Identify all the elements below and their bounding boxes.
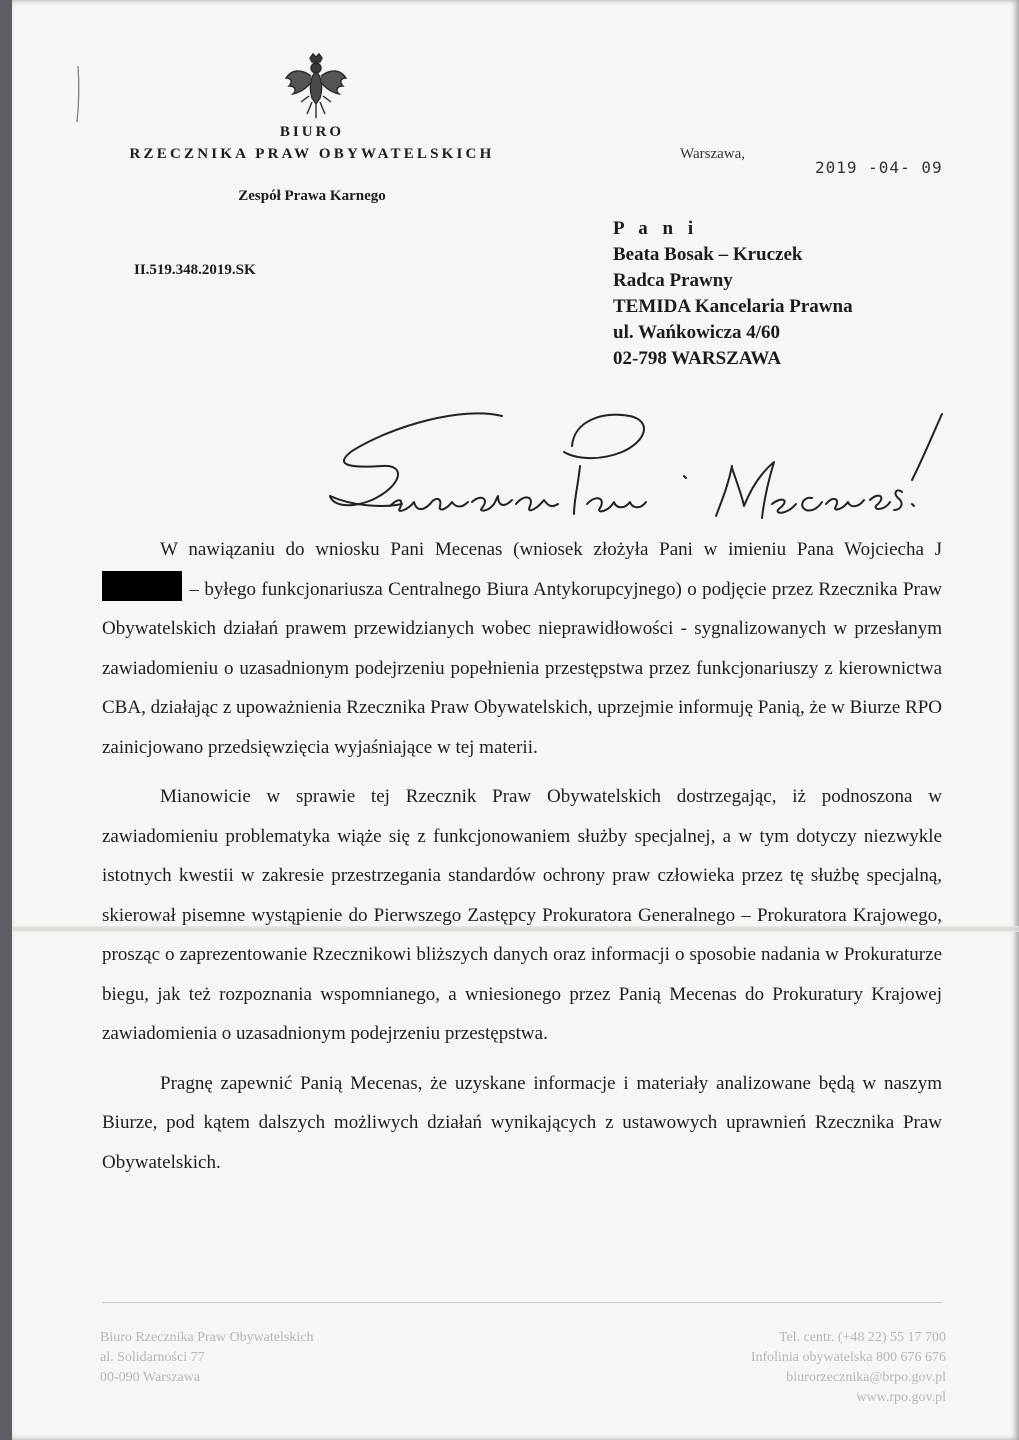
footer-phone: Tel. centr. (+48 22) 55 17 700 <box>778 1330 946 1345</box>
team-name: Zespół Prawa Karnego <box>238 188 386 204</box>
footer-website: www.rpo.gov.pl <box>856 1390 946 1405</box>
paragraph-1 <box>102 530 942 767</box>
footer-contact <box>612 1328 946 1408</box>
recipient-address <box>613 216 853 372</box>
polish-eagle-icon <box>283 52 349 122</box>
footer-hotline: Infolinia obywatelska 800 676 676 <box>750 1350 946 1365</box>
recipient-line: Radca Prawny <box>613 270 733 291</box>
redaction-bar <box>102 571 182 601</box>
footer-line: Biuro Rzecznika Praw Obywatelskich <box>100 1330 314 1345</box>
recipient-line: 02-798 WARSZAWA <box>613 348 782 369</box>
paper-fold-crease <box>12 926 1019 932</box>
paragraph-2: Mianowicie w sprawie tej Rzecznik Praw Obywatelskich dostrzegając, iż podnoszona w zawiadomieniu problematyka wiąże się z funkcjonowaniem służby specjalnej, a w tym dotyczy niezwykle istotnych kwestii w zakresie przestrzegania standardów ochrony praw człowieka przez tę służbę specjalną, skierował pisemne wystąpienie do Pierwszego Zastępcy Prokuratora Generalnego – Prokuratora Krajowego, prosząc o zaprezentowanie Rzecznikowi bliższych danych oraz informacji o sposobie nadania w Prokuraturze biegu, jak też rozpoznania wspomnianego, a wniesionego przez Panią Mecenas do Prokuratury Krajowej zawiadomienia o uzasadnionym podejrzeniu przestępstwa. <box>102 786 942 1044</box>
paragraph-1-end: – byłego funkcjonariusza Centralnego Biura Antykorupcyjnego) o podjęcie przez Rzecznika Praw Obywatelskich działań prawem przewidzianych wobec nieprawidłowości - sygnalizowanych w przesłanym zawiadomieniu o uzasadnionym podejrzeniu popełnienia przestępstwa przez funkcjonariuszy z kierownictwa CBA, działając z upoważnienia Rzecznika Praw Obywatelskich, uprzejmie informuję Panią, że w Biurze RPO zainicjowano przedsięwzięcia wyjaśniające w tej materii. <box>102 578 942 758</box>
reference-number: II.519.348.2019.SK <box>134 262 256 278</box>
letter-body <box>102 530 942 1192</box>
footer-email: biurorzecznika@brpo.gov.pl <box>786 1370 946 1385</box>
footer-address <box>100 1328 313 1388</box>
recipient-line: P a n i <box>613 218 699 239</box>
recipient-line: TEMIDA Kancelaria Prawna <box>613 296 853 317</box>
margin-pencil-mark <box>74 64 82 124</box>
office-title-line2: RZECZNIKA PRAW OBYWATELSKICH <box>129 146 495 162</box>
recipient-line: ul. Wańkowicza 4/60 <box>613 322 780 343</box>
recipient-line: Beata Bosak – Kruczek <box>613 244 803 265</box>
handwritten-salutation <box>312 396 952 526</box>
date-stamp: 2019 -04- 09 <box>815 158 943 177</box>
paragraph-3: Pragnę zapewnić Panią Mecenas, że uzyskane informacje i materiały analizowane będą w naszym Biurze, pod kątem dalszych możliwych działań wynikających z ustawowych uprawnień Rzecznika Praw Obywatelskich. <box>102 1072 942 1173</box>
letter-page <box>12 0 1019 1440</box>
office-title-line1: BIURO <box>279 124 345 140</box>
footer-divider <box>102 1302 942 1303</box>
footer-line: 00-090 Warszawa <box>100 1370 201 1385</box>
footer-line: al. Solidarności 77 <box>100 1350 205 1365</box>
place-label: Warszawa, <box>680 146 746 162</box>
paragraph-1-start: W nawiązaniu do wniosku Pani Mecenas (wniosek złożyła Pani w imieniu Pana Wojciecha J <box>160 539 942 560</box>
